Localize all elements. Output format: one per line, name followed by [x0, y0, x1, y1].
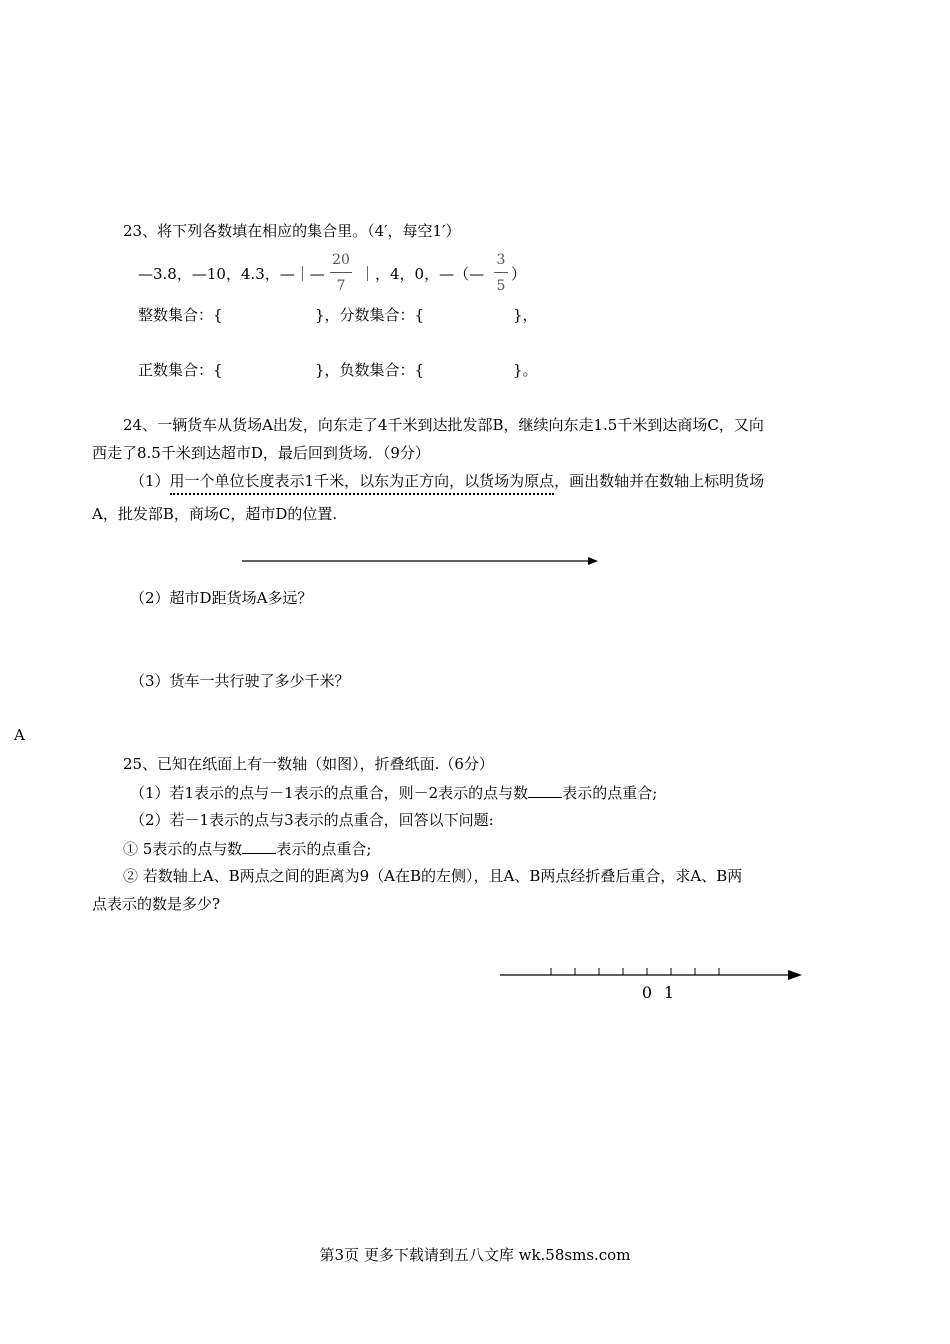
q23-numbers-part-a: —3.8，—10，4.3，—｜— — [138, 265, 325, 283]
q25-item1 — [123, 841, 371, 857]
q25-item2-line-2: 点表示的数是多少? — [92, 895, 221, 913]
q24-number-line-arrow-icon — [588, 557, 598, 565]
q23-fraction-2-numerator: 3 — [496, 252, 506, 268]
q23-title: 23、将下列各数填在相应的集合里。（4′，每空1′） — [123, 222, 461, 240]
q25-item2-line-1: ② 若数轴上A、B两点之间的距离为9（A在B的左侧），且A、B两点经折叠后重合，求A、B两 — [123, 867, 743, 885]
q25-title: 25、已知在纸面上有一数轴（如图），折叠纸面.（6分） — [123, 755, 494, 773]
q25-sub2: （2）若－1表示的点与3表示的点重合，回答以下问题: — [130, 811, 494, 829]
q23-fraction-2-bar — [494, 272, 508, 273]
q23-integer-set-label: 整数集合：{ — [138, 306, 223, 324]
q23-fraction-1-numerator: 20 — [332, 252, 350, 268]
q25-number-line — [496, 960, 808, 1004]
q25-item1-answer-blank[interactable] — [242, 841, 276, 854]
q23-fraction-1 — [330, 252, 352, 294]
q25-sub1-answer-blank[interactable] — [528, 785, 562, 798]
q24-sub1-rest: ，画出数轴并在数轴上标明货场 — [554, 472, 765, 490]
q25-sub1 — [130, 785, 657, 801]
q23-fraction-1-denominator: 7 — [336, 278, 346, 294]
q24-sub1-line-1 — [130, 474, 764, 489]
q23-fraction-1-bar — [330, 272, 352, 273]
q23-numbers-part-b: ｜，4，0，—（— — [360, 265, 485, 283]
q23-positive-set-label: 正数集合：{ — [138, 361, 223, 379]
q24-sub3: （3）货车一共行驶了多少千米？ — [130, 672, 350, 690]
q23-positive-set-close: }，负数集合：{ — [315, 361, 425, 379]
q23-fraction-set-close: }， — [513, 306, 538, 324]
q25-sub1-text-b: 表示的点重合; — [562, 784, 658, 802]
q24-sub2: （2）超市D距货场A多远？ — [130, 589, 313, 607]
q25-number-line-arrow-icon — [788, 970, 802, 980]
q23-integer-set-close: }，分数集合：{ — [315, 306, 425, 324]
q24-number-line — [240, 554, 602, 568]
margin-letter: A — [14, 726, 25, 744]
q24-line-1: 24、一辆货车从货场A出发，向东走了4千米到达批发部B，继续向东走1.5千米到达商场C，又向 — [123, 416, 764, 434]
q25-sub1-text-a: （1）若1表示的点与－1表示的点重合，则－2表示的点与数 — [130, 784, 529, 802]
q25-item1-text-a: ① 5表示的点与数 — [123, 840, 243, 858]
q23-fraction-2-denominator: 5 — [496, 278, 506, 294]
q25-tick-label-0: 0 — [641, 983, 653, 1002]
q23-negative-set-close: }。 — [513, 361, 538, 379]
q24-sub1-prefix: （1） — [130, 472, 170, 490]
q23-numbers-part-c: ） — [511, 265, 527, 283]
q24-line-2: 西走了8.5千米到达超市D，最后回到货场．（9分） — [92, 444, 430, 462]
q24-sub1-emphasis: 用一个单位长度表示1千米，以东为正方向，以货场为原点 — [170, 472, 555, 495]
page-footer: 第3页 更多下载请到五八文库 wk.58sms.com — [319, 1246, 631, 1264]
q25-item1-text-b: 表示的点重合; — [276, 840, 372, 858]
q24-sub1-line-2: A，批发部B，商场C，超市D的位置. — [92, 505, 338, 523]
q25-tick-label-1: 1 — [663, 983, 675, 1002]
q23-fraction-2 — [494, 252, 508, 294]
